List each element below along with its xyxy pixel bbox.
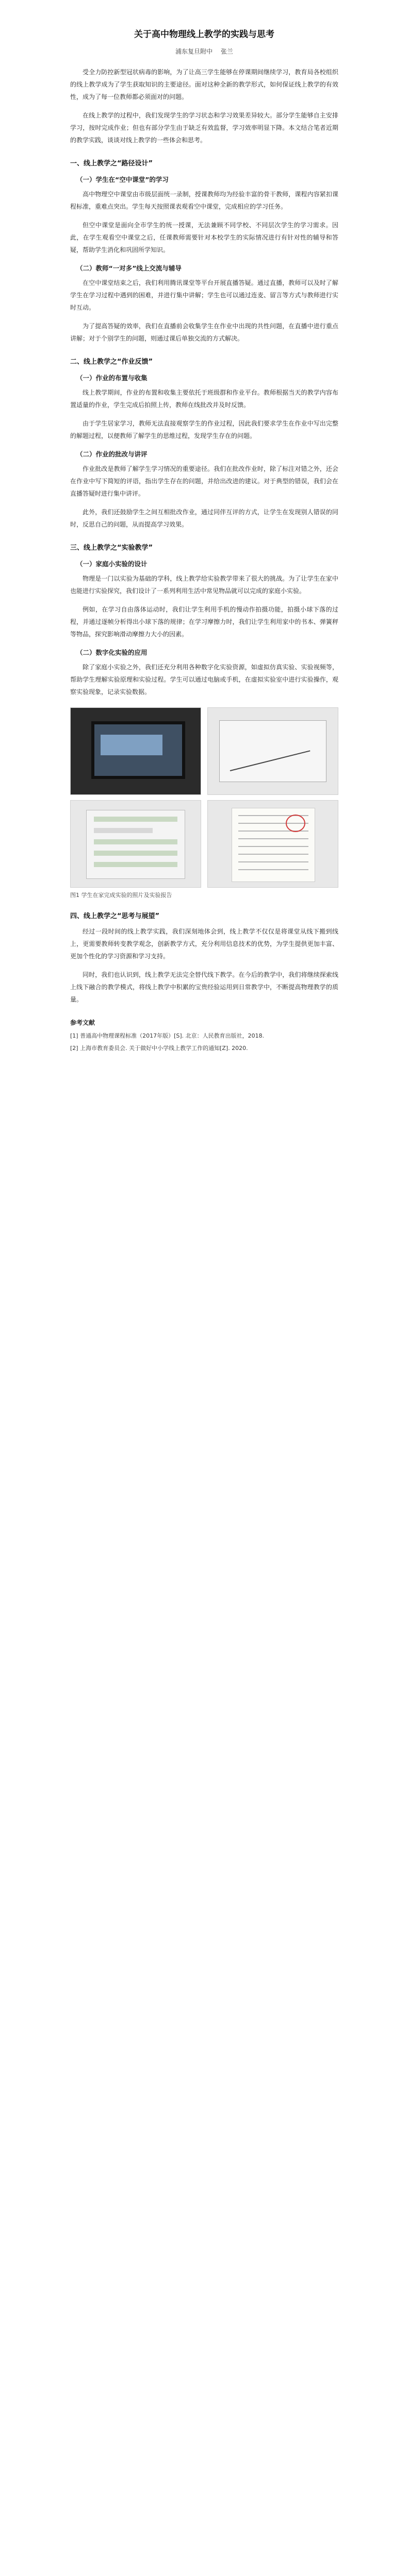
body-paragraph: 由于学生居家学习，教师无法直接观察学生的作业过程，因此我们要求学生在作业中写出完整的解题过程，以便教师了解学生的思维过程，发现学生存在的问题。 bbox=[70, 420, 338, 439]
intro-paragraph: 在线上教学的过程中，我们发现学生的学习状态和学习效果差异较大。部分学生能够自主安排学习，按时完成作业；但也有部分学生由于缺乏有效监督，学习效率明显下降。本文结合笔者近期的教学实践，谈谈对线上教学的一些体会和思考。 bbox=[70, 112, 338, 144]
section-heading: 一、线上教学之“路径设计” bbox=[70, 160, 153, 167]
figure-row bbox=[70, 800, 338, 888]
subsection-heading: （二）数字化实验的应用 bbox=[76, 649, 148, 656]
body-paragraph: 但空中课堂是面向全市学生的统一授课，无法兼顾不同学校、不同层次学生的学习需求。因此，在学生观看空中课堂之后，任课教师需要针对本校学生的实际情况进行有针对性的辅导和答疑，帮助学生消化和巩固所学知识。 bbox=[70, 222, 338, 253]
photo-laptop-experiment bbox=[70, 707, 201, 795]
figure-block bbox=[70, 707, 338, 899]
body-paragraph: 线上教学期间，作业的布置和收集主要依托于班级群和作业平台。教师根据当天的教学内容布置适量的作业，学生完成后拍照上传，教师在线批改并及时反馈。 bbox=[70, 389, 338, 409]
body-paragraph: 为了提高答疑的效率，我们在直播前会收集学生在作业中出现的共性问题，在直播中进行重点讲解；对于个别学生的问题，则通过课后单独交流的方式解决。 bbox=[70, 323, 338, 342]
body-paragraph: 例如，在学习自由落体运动时，我们让学生利用手机的慢动作拍摄功能，拍摄小球下落的过程，并通过逐帧分析得出小球下落的规律；在学习摩擦力时，我们让学生利用家中的书本、弹簧秤等物品，探究影响滑动摩擦力大小的因素。 bbox=[70, 606, 338, 638]
subsection-heading: （一）作业的布置与收集 bbox=[76, 374, 148, 382]
subsection-heading: （一）家庭小实验的设计 bbox=[76, 560, 148, 568]
body-paragraph: 同时，我们也认识到，线上教学无法完全替代线下教学。在今后的教学中，我们将继续探索线上线下融合的教学模式，将线上教学中积累的宝贵经验运用到日常教学中，不断提高物理教学的质量。 bbox=[70, 971, 338, 1003]
author-school: 浦东复旦附中 bbox=[175, 48, 213, 55]
article-byline bbox=[70, 47, 338, 56]
article-body bbox=[70, 27, 338, 1056]
body-paragraph: 经过一段时间的线上教学实践，我们深刻地体会到，线上教学不仅仅是将课堂从线下搬到线上，更需要教师转变教学观念，创新教学方式，充分利用信息技术的优势，为学生提供更加丰富、更加个性化的学习资源和学习支持。 bbox=[70, 928, 338, 960]
references-heading: 参考文献 bbox=[70, 1019, 95, 1026]
body-paragraph: 物理是一门以实验为基础的学科，线上教学给实验教学带来了很大的挑战。为了让学生在家中也能进行实验探究，我们设计了一系列利用生活中常见物品就可以完成的家庭小实验。 bbox=[70, 575, 338, 595]
body-paragraph: 高中物理空中课堂由市级层面统一录制，授课教师均为经验丰富的骨干教师，课程内容紧扣课程标准，重难点突出。学生每天按照课表观看空中课堂，完成相应的学习任务。 bbox=[70, 191, 338, 210]
reference-item: [2] 上海市教育委员会. 关于做好中小学线上教学工作的通知[Z]. 2020. bbox=[70, 1045, 248, 1052]
subsection-heading: （二）教师“一对多”线上交流与辅导 bbox=[76, 264, 182, 272]
section-heading: 四、线上教学之“思考与展望” bbox=[70, 912, 160, 920]
section-heading: 三、线上教学之“实验教学” bbox=[70, 544, 153, 552]
photo-chat-screenshot bbox=[70, 800, 201, 888]
intro-paragraph: 受全力防控新型冠状病毒的影响，为了让高三学生能够在停课期间继续学习，教育局各校组织的线上教学成为了学生获取知识的主要途径。面对这种全新的教学形式，如何保证线上教学的有效性，成为了每一位教师都必须面对的问题。 bbox=[70, 69, 338, 100]
photo-marked-homework bbox=[207, 800, 338, 888]
subsection-heading: （二）作业的批改与讲评 bbox=[76, 450, 148, 458]
subsection-heading: （一）学生在“空中课堂”的学习 bbox=[76, 176, 169, 183]
figure-caption: 图1 学生在家完成实验的照片及实验报告 bbox=[70, 892, 172, 899]
body-paragraph: 此外，我们还鼓励学生之间互相批改作业，通过同伴互评的方式，让学生在发现别人错误的同时，反思自己的问题，从而提高学习效果。 bbox=[70, 509, 338, 528]
reference-item: [1] 普通高中物理课程标准（2017年版）[S]. 北京：人民教育出版社，2018. bbox=[70, 1032, 265, 1039]
photo-graph-screen bbox=[207, 707, 338, 795]
author-name: 张兰 bbox=[220, 48, 233, 55]
figure-row bbox=[70, 707, 338, 795]
body-paragraph: 在空中课堂结束之后，我们利用腾讯课堂等平台开展直播答疑。通过直播，教师可以及时了解学生在学习过程中遇到的困难，并进行集中讲解；学生也可以通过连麦、留言等方式与教师进行实时互动。 bbox=[70, 279, 338, 311]
body-paragraph: 除了家庭小实验之外，我们还充分利用各种数字化实验资源，如虚拟仿真实验、实验视频等，帮助学生理解实验原理和实验过程。学生可以通过电脑或手机，在虚拟实验室中进行实验操作，观察实验现象，记录实验数据。 bbox=[70, 664, 338, 696]
article-title: 关于高中物理线上教学的实践与思考 bbox=[134, 29, 274, 40]
section-heading: 二、线上教学之“作业反馈” bbox=[70, 358, 153, 366]
body-paragraph: 作业批改是教师了解学生学习情况的重要途径。我们在批改作业时，除了标注对错之外，还会在作业中写下简短的评语，指出学生存在的问题，并给出改进的建议。对于典型的错误，我们会在直播答疑时进行集中讲评。 bbox=[70, 465, 338, 497]
